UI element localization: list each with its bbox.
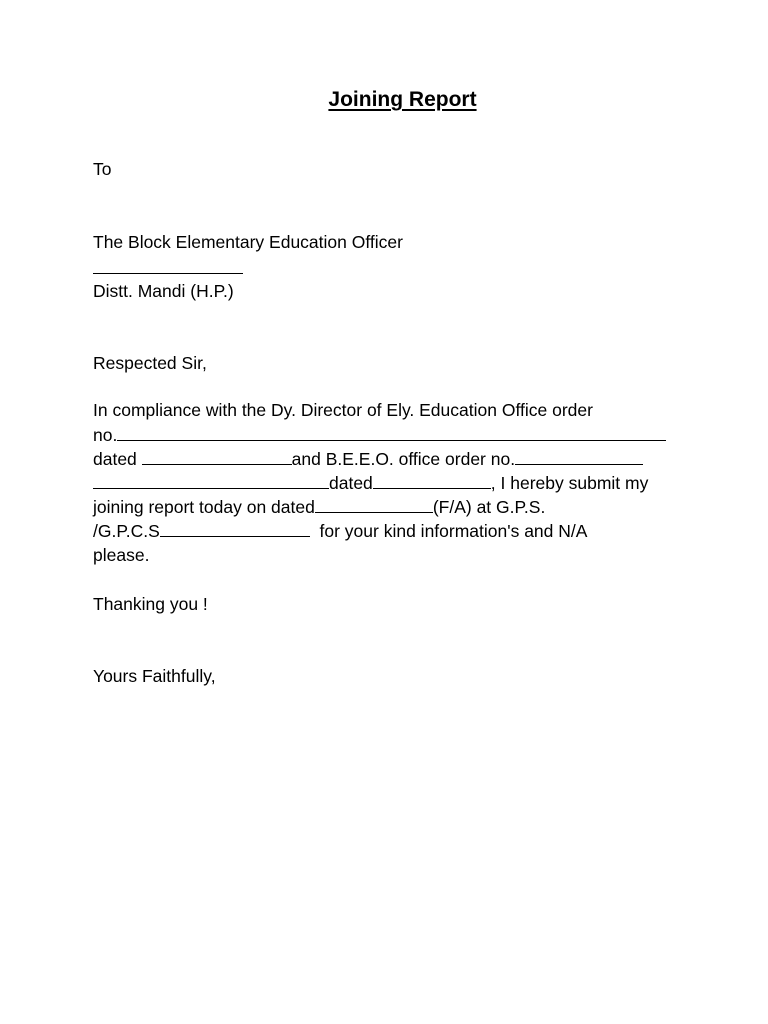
body-line-6-a: /G.P.C.S	[93, 521, 160, 541]
to-label: To	[93, 159, 112, 179]
body-line-3	[93, 447, 643, 471]
order-number-blank	[117, 425, 666, 441]
addressee-line-1: The Block Elementary Education Officer	[93, 232, 403, 252]
body-line-5	[93, 495, 545, 519]
body-line-1: In compliance with the Dy. Director of Ely. Education Office order	[93, 400, 593, 420]
body-line-6-b: for your kind information's and N/A	[309, 521, 588, 541]
salutation: Respected Sir,	[93, 353, 207, 373]
closing-thanks: Thanking you !	[93, 594, 208, 614]
order-date-blank	[142, 449, 292, 465]
beeo-order-number-blank-cont	[93, 473, 329, 489]
body-line-3-a: dated	[93, 449, 142, 469]
joining-date-blank	[315, 497, 433, 513]
body-line-5-b: (F/A) at G.P.S.	[432, 497, 546, 517]
body-line-6	[93, 519, 587, 543]
body-line-4-a: dated	[329, 473, 373, 493]
closing-signoff: Yours Faithfully,	[93, 666, 216, 686]
addressee-blank-line	[93, 273, 243, 274]
addressee-line-2: Distt. Mandi (H.P.)	[93, 281, 234, 301]
body-line-7: please.	[93, 545, 150, 565]
school-name-blank	[160, 521, 310, 537]
beeo-order-date-blank	[373, 473, 491, 489]
beeo-order-number-blank	[515, 449, 643, 465]
body-line-2-prefix: no.	[93, 425, 118, 445]
body-line-5-a: joining report today on dated	[93, 497, 315, 517]
document-title: Joining Report	[328, 88, 477, 111]
body-line-2	[93, 423, 666, 447]
body-line-4	[93, 471, 648, 495]
body-line-3-b: and B.E.E.O. office order no.	[291, 449, 516, 469]
body-line-4-b: , I hereby submit my	[490, 473, 649, 493]
